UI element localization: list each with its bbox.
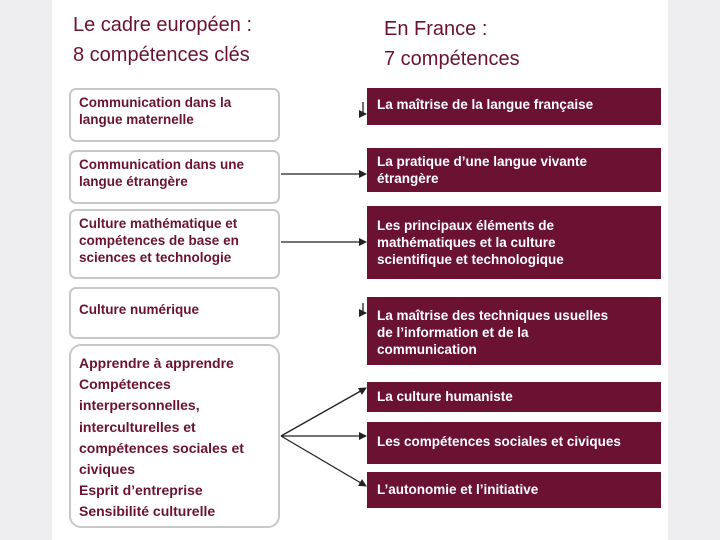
competence-line: Sensibilité culturelle	[79, 503, 216, 520]
background-right-panel	[668, 0, 720, 540]
competence-line: Communication dans la	[79, 95, 232, 110]
heading-european-framework: Le cadre européen : 8 compétences clés	[73, 14, 253, 66]
competence-line: civiques	[79, 461, 136, 478]
competence-line: interculturelles et	[79, 418, 196, 435]
competence-line: Communication dans une	[79, 157, 245, 172]
competence-line: Compétences	[79, 376, 171, 393]
background-left-panel	[0, 0, 52, 540]
competence-line: La culture humaniste	[377, 389, 513, 404]
arrow-7	[281, 436, 366, 486]
competence-line: La maîtrise de la langue française	[377, 97, 594, 112]
competence-line: communication	[377, 342, 477, 357]
competence-line: Apprendre à apprendre	[79, 355, 234, 371]
competence-line: Les principaux éléments de	[377, 218, 555, 233]
competence-line: Culture mathématique et	[79, 216, 238, 231]
competence-line: Culture numérique	[79, 302, 200, 317]
competence-line: langue étrangère	[79, 174, 188, 189]
arrow-5	[281, 388, 366, 436]
competence-line: sciences et technologie	[79, 250, 232, 265]
competence-line: mathématiques et la culture	[377, 235, 556, 250]
competence-line: Esprit d’entreprise	[79, 482, 203, 499]
competence-line: compétences sociales et	[79, 439, 244, 456]
slide	[52, 0, 668, 540]
competence-line: langue maternelle	[79, 112, 194, 127]
competence-line: La maîtrise des techniques usuelles	[377, 308, 609, 323]
competence-line: interpersonnelles,	[79, 397, 200, 414]
competence-line: La pratique d’une langue vivante	[377, 154, 588, 169]
competence-line: compétences de base en	[79, 233, 239, 248]
competence-line: de l’information et de la	[377, 325, 529, 340]
competence-line: Les compétences sociales et civiques	[377, 434, 621, 449]
connector-arrows	[52, 0, 668, 540]
heading-france: En France : 7 compétences	[384, 18, 520, 70]
competence-line: étrangère	[377, 171, 439, 186]
competence-line: scientifique et technologique	[377, 252, 564, 267]
competence-line: L’autonomie et l’initiative	[377, 482, 539, 497]
